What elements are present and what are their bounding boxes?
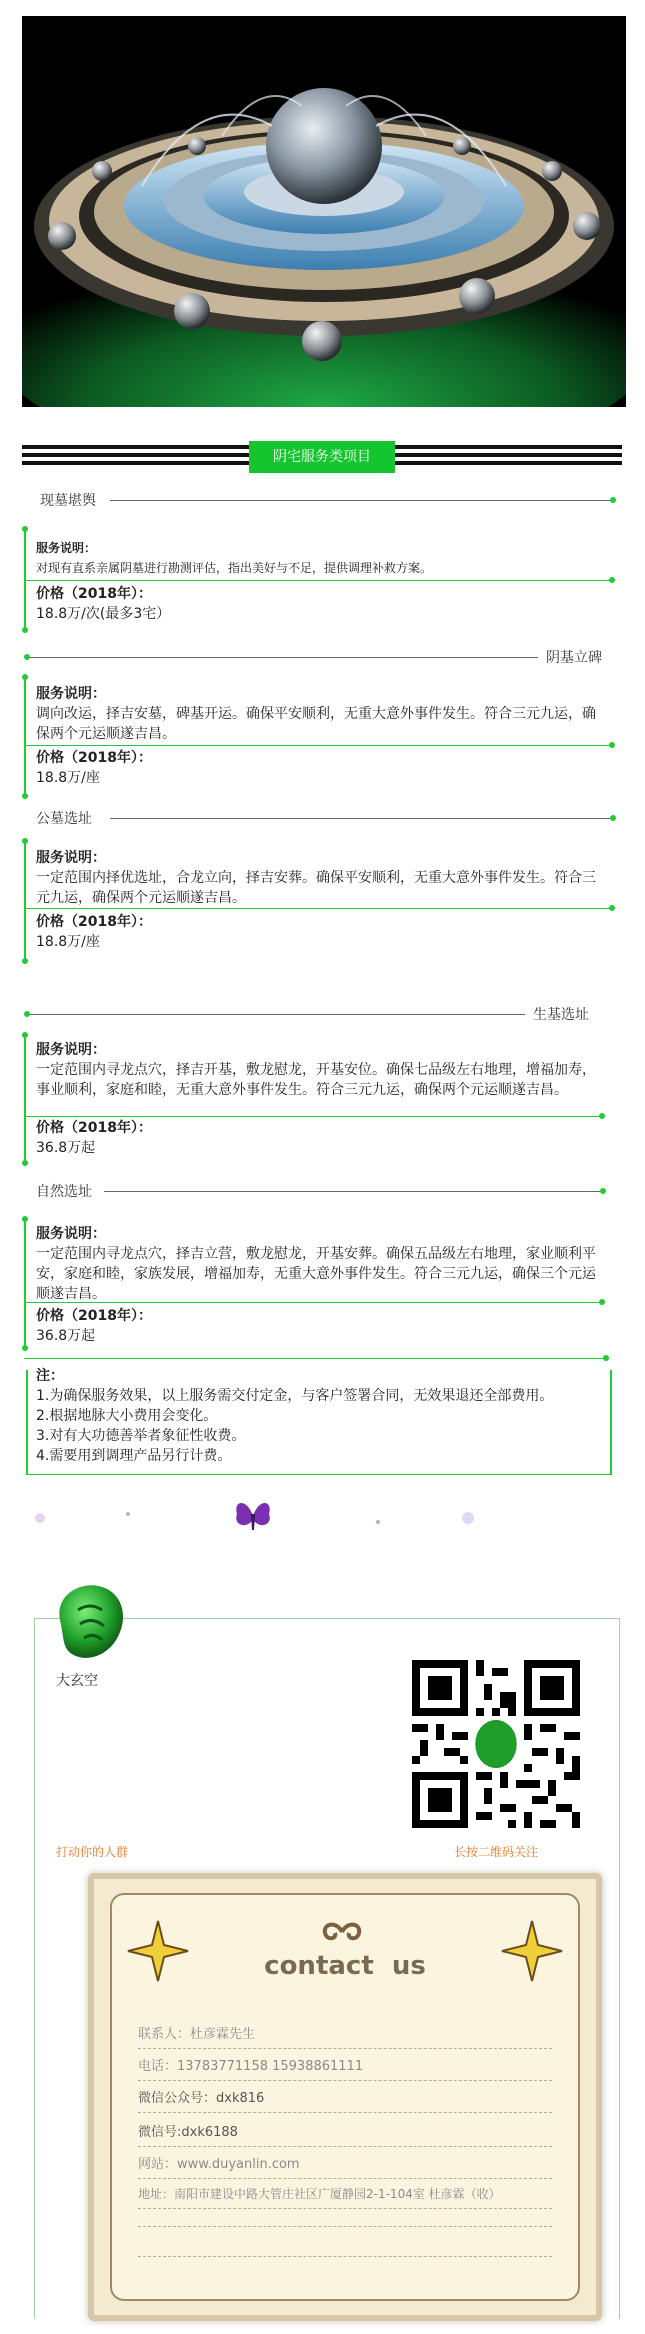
- note-item: 3.对有大功德善举者象征性收费。: [36, 1428, 246, 1444]
- butterfly-icon: [236, 1503, 270, 1530]
- brand-name: 大玄空: [56, 1673, 98, 1689]
- price-block: 价格（2018年）： 18.8万/次(最多3宅）: [36, 586, 171, 622]
- notes: 注： 1.为确保服务效果，以上服务需交付定金，与客户签署合同，无效果退还全部费用。 2.根据地脉大小费用会变化。 3.对有大功德善举者象征性收费。 4.需要用到调理产品另行计费。: [36, 1366, 602, 1466]
- note-item: 4.需要用到调理产品另行计费。: [36, 1448, 232, 1464]
- price-block: 价格（2018年）： 18.8万/座: [36, 914, 152, 950]
- contact-person: 联系人：杜彦霖先生: [138, 2023, 552, 2049]
- butterfly-divider: [28, 1496, 478, 1536]
- brand-logo-icon: [50, 1580, 130, 1666]
- contact-wechat-id: 微信号:dxk6188: [138, 2121, 552, 2147]
- price-block: 价格（2018年）： 18.8万/座: [36, 750, 152, 786]
- hero-fountain-image: [22, 16, 626, 407]
- price-block: 价格（2018年）： 36.8万起: [36, 1308, 152, 1344]
- qr-code-icon: [412, 1660, 580, 1828]
- fountain-illustration: [22, 16, 626, 407]
- left-slogan: 打动你的人群: [56, 1845, 129, 1859]
- empty-row: [138, 2255, 552, 2257]
- section-title: 自然选址: [28, 1181, 100, 1201]
- right-slogan: 长按二维码关注: [454, 1845, 539, 1859]
- section-divider: [110, 500, 615, 501]
- contact-phone[interactable]: 电话：13783771158 15938861111: [138, 2055, 552, 2081]
- qr-code[interactable]: [412, 1660, 580, 1828]
- service-desc: 服务说明： 一定范围内寻龙点穴，择吉开基，敷龙慰龙，开基安位。确保七品级左右地理，增福加寿，事业顺利，家庭和睦，无重大意外事件发生。符合三元九运，确保两个元运顺遂吉昌。: [36, 1042, 596, 1098]
- service-desc: 服务说明： 一定范围内寻龙点穴，择吉立营，敷龙慰龙，开基安葬。确保五品级左右地理，家业顺利平安，家庭和睦，家族发展，增福加寿，无重大意外事件发生。符合三元九运，确保三个元运顺遂吉昌。: [36, 1226, 596, 1302]
- note-item: 1.为确保服务效果，以上服务需交付定金，与客户签署合同，无效果退还全部费用。: [36, 1388, 554, 1404]
- contact-card-inner: [110, 1893, 580, 2301]
- contact-title: contact us: [264, 1951, 426, 1981]
- service-desc: 服务说明： 一定范围内择优选址，合龙立向，择吉安葬。确保平安顺利，无重大意外事件发生。符合三元九运，确保两个元运顺遂吉昌。: [36, 850, 596, 906]
- contact-website[interactable]: 网站：www.duyanlin.com: [138, 2153, 552, 2179]
- swirl-ornament-icon: [317, 1917, 367, 1947]
- divider-dot: [610, 497, 616, 503]
- service-desc: 服务说明： 调向改运，择吉安墓，碑基开运。确保平安顺利，无重大意外事件发生。符合三元九运，确保两个元运顺遂吉昌。: [36, 686, 596, 742]
- contact-address: 地址：南阳市建设中路大管庄社区广厦静园2-1-104室 杜彦霖（收）: [138, 2185, 552, 2209]
- banner-title: 阴宅服务类项目: [249, 441, 395, 473]
- note-item: 2.根据地脉大小费用会变化。: [36, 1408, 218, 1424]
- section-title: 阴基立碑: [538, 647, 610, 667]
- empty-row: [138, 2225, 552, 2227]
- price-block: 价格（2018年）： 36.8万起: [36, 1120, 152, 1156]
- section-title: 现墓堪舆: [32, 490, 104, 510]
- section-title: 生基选址: [525, 1004, 597, 1024]
- contact-card: [88, 1873, 602, 2321]
- contact-wechat-official: 微信公众号：dxk816: [138, 2087, 552, 2113]
- section-title: 公墓选址: [28, 808, 100, 828]
- service-desc: 服务说明： 对现有直系亲属阴墓进行勘测评估，指出美好与不足，提供调理补救方案。: [36, 541, 433, 575]
